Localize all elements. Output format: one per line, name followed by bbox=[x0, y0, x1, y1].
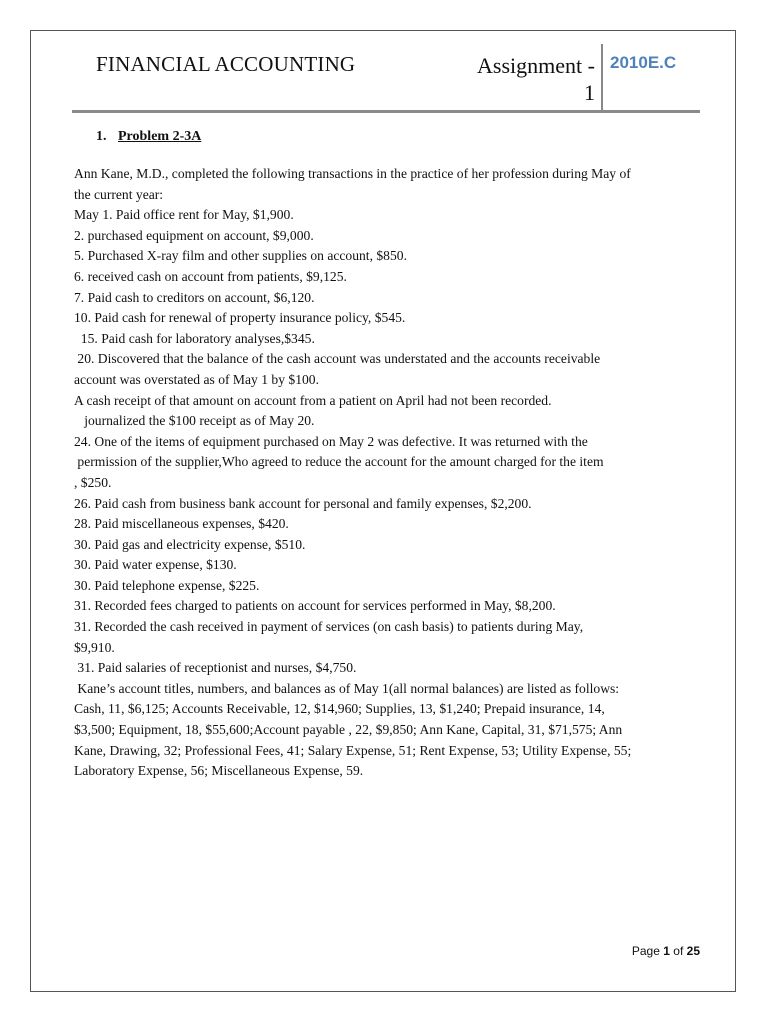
text-line: 28. Paid miscellaneous expenses, $420. bbox=[74, 516, 289, 532]
assignment-label bbox=[440, 52, 595, 106]
text-line: 31. Recorded fees charged to patients on account for services performed in May, $8,200. bbox=[74, 598, 556, 614]
header-rule bbox=[72, 110, 700, 113]
text-line: 26. Paid cash from business bank account for personal and family expenses, $2,200. bbox=[74, 495, 532, 511]
text-line: Ann Kane, M.D., completed the following transactions in the practice of her profession during May of bbox=[74, 166, 631, 181]
of-label: of bbox=[673, 944, 684, 958]
text-line: Cash, 11, $6,125; Accounts Receivable, 12, $14,960; Supplies, 13, $1,240; Prepaid insurance, 14, bbox=[74, 701, 605, 717]
text-line: journalized the $100 receipt as of May 20. bbox=[74, 413, 315, 429]
text-line: 31. Paid salaries of receptionist and nurses, $4,750. bbox=[74, 660, 357, 676]
course-title: FINANCIAL ACCOUNTING bbox=[96, 52, 356, 76]
academic-year: 2010E.C bbox=[610, 53, 677, 72]
problem-number: 1. bbox=[96, 129, 107, 144]
page-number bbox=[632, 944, 700, 958]
problem-heading bbox=[96, 129, 201, 145]
text-line: A cash receipt of that amount on account from a patient on April had not been recorded. bbox=[74, 392, 552, 408]
text-line: 15. Paid cash for laboratory analyses,$345. bbox=[74, 330, 315, 346]
text-line: the current year: bbox=[74, 186, 164, 202]
text-line: Kane’s account titles, numbers, and balances as of May 1(all normal balances) are listed as follows: bbox=[74, 680, 620, 696]
text-line: 30. Paid telephone expense, $225. bbox=[74, 577, 260, 593]
text-line: $9,910. bbox=[74, 639, 115, 655]
text-line: account was overstated as of May 1 by $100. bbox=[74, 371, 319, 387]
assignment-label-line2: 1 bbox=[584, 80, 595, 105]
text-line: 20. Discovered that the balance of the cash account was understated and the accounts receivable bbox=[74, 351, 601, 367]
problem-title: Problem 2-3A bbox=[118, 129, 202, 144]
problem-body bbox=[74, 164, 704, 782]
text-line: $3,500; Equipment, 18, $55,600;Account payable , 22, $9,850; Ann Kane, Capital, 31, $71,575; Ann bbox=[74, 722, 623, 738]
text-line: 7. Paid cash to creditors on account, $6,120. bbox=[74, 289, 315, 305]
text-line: 5. Purchased X-ray film and other supplies on account, $850. bbox=[74, 248, 407, 264]
assignment-label-line1: Assignment - bbox=[477, 53, 595, 78]
text-line: Laboratory Expense, 56; Miscellaneous Expense, 59. bbox=[74, 763, 364, 779]
text-line: 30. Paid water expense, $130. bbox=[74, 557, 237, 573]
text-line: 31. Recorded the cash received in payment of services (on cash basis) to patients during May, bbox=[74, 619, 584, 635]
text-line: , $250. bbox=[74, 474, 112, 490]
text-line: 30. Paid gas and electricity expense, $510. bbox=[74, 536, 306, 552]
text-line: May 1. Paid office rent for May, $1,900. bbox=[74, 207, 294, 223]
page-label: Page bbox=[631, 944, 660, 958]
text-line: Kane, Drawing, 32; Professional Fees, 41; Salary Expense, 51; Rent Expense, 53; Utility Expense, 55; bbox=[74, 742, 632, 758]
text-line: 10. Paid cash for renewal of property insurance policy, $545. bbox=[74, 310, 406, 326]
text-line: 2. purchased equipment on account, $9,000. bbox=[74, 227, 314, 243]
page-current: 1 bbox=[663, 944, 670, 958]
page-total: 25 bbox=[686, 944, 700, 958]
text-line: 6. received cash on account from patients, $9,125. bbox=[74, 268, 347, 284]
text-line: permission of the supplier,Who agreed to reduce the account for the amount charged for the item bbox=[74, 454, 604, 470]
header-divider bbox=[601, 44, 603, 112]
text-line: 24. One of the items of equipment purchased on May 2 was defective. It was returned with the bbox=[74, 433, 588, 449]
